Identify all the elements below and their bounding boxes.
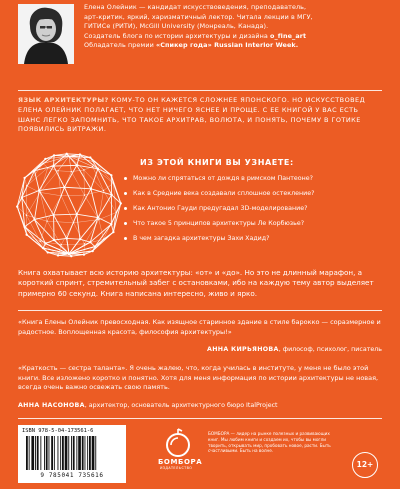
sphere-node: [39, 192, 40, 193]
barcode-digits: 9 785041 735616: [40, 472, 104, 479]
sphere-node: [61, 244, 62, 245]
sphere-node: [103, 239, 104, 240]
sphere-node: [113, 183, 114, 184]
sphere-node: [46, 220, 47, 221]
barcode-bar: [35, 436, 36, 470]
author-bio: [84, 3, 389, 51]
sphere-node: [73, 222, 74, 223]
sphere-node: [83, 253, 85, 255]
sphere-node: [44, 242, 46, 244]
sphere-node: [38, 189, 40, 191]
sphere-edge: [39, 166, 53, 190]
sphere-node: [79, 153, 81, 155]
learn-item: Что такое 5 принципов архитектуры Ле Корбюзье?: [124, 219, 386, 228]
barcode-bar: [89, 436, 91, 470]
barcode-bar: [92, 436, 95, 470]
bio-line-1: Елена Олейник — кандидат искусствоведения, преподаватель,: [84, 3, 307, 11]
sphere-node: [83, 169, 84, 170]
author-photo: [18, 4, 74, 64]
sphere-edge: [80, 239, 90, 242]
sphere-edge: [98, 169, 112, 195]
barcode-bar: [65, 436, 68, 470]
sphere-node: [103, 190, 104, 191]
sphere-node: [47, 251, 49, 253]
sphere-edge: [26, 215, 47, 221]
barcode-bar: [95, 436, 96, 470]
sphere-node: [110, 194, 112, 196]
sphere-edge: [77, 189, 91, 214]
sphere-edge: [43, 163, 48, 167]
learn-item: Как Антонио Гауди предугадал 3D-моделирование?: [124, 204, 386, 213]
sphere-node: [92, 166, 93, 167]
sphere-edge: [54, 238, 67, 240]
sphere-node: [57, 170, 58, 171]
sphere-edge: [48, 168, 58, 171]
barcode-bar: [71, 436, 72, 470]
sphere-node: [42, 163, 43, 164]
barcode-bar: [58, 436, 59, 470]
sphere-edge: [34, 215, 53, 220]
sphere-node: [52, 214, 54, 216]
sphere-edge: [25, 178, 27, 186]
sphere-edge: [40, 168, 48, 193]
sphere-edge: [61, 244, 84, 245]
sphere-edge: [54, 215, 55, 240]
barcode-box: [18, 425, 126, 483]
barcode-bar: [54, 436, 55, 470]
sphere-edge: [40, 192, 61, 195]
barcode-bar: [26, 436, 28, 470]
sphere-edge: [25, 220, 35, 227]
barcode-bar: [29, 436, 30, 470]
sphere-edge: [67, 238, 80, 239]
sphere-node: [44, 158, 46, 160]
sphere-node: [112, 231, 114, 233]
bio-line-4: Создатель блога по истории архитектуры и дизайна o_fine_art: [84, 31, 307, 40]
award-name: «Спикер года» Russian Interior Week.: [155, 41, 299, 50]
sphere-node: [110, 223, 112, 225]
sphere-node: [89, 241, 91, 243]
review-signature: АННА НАСОНОВА, архитектор, основатель архитектурного бюро ItalProject: [18, 402, 278, 409]
sphere-edge: [77, 214, 80, 239]
barcode-bar: [31, 436, 34, 470]
sphere-edge: [61, 196, 73, 223]
learn-title: ИЗ ЭТОЙ КНИГИ ВЫ УЗНАЕТЕ:: [140, 158, 294, 167]
sphere-edge: [58, 171, 61, 196]
sphere-node: [110, 174, 112, 176]
sphere-node: [47, 167, 48, 168]
publisher-description: БОМБОРА — лидер на рынке полезных и развивающих книг. Мы любим книги и создаем их, чтобы вы могли творить, открывать мир, пробовать новое, расти. Быть счастливыми. Быть на волне.: [208, 431, 331, 454]
sphere-node: [68, 253, 70, 255]
isbn-number: ISBN 978-5-04-173561-6: [22, 428, 94, 434]
sphere-node: [53, 239, 55, 241]
barcode-bar: [46, 436, 48, 470]
sphere-edge: [58, 171, 71, 172]
publisher-subtitle: ИЗДАТЕЛЬСТВО: [160, 466, 193, 470]
sphere-node: [84, 194, 85, 195]
sphere-edge: [64, 187, 76, 214]
sphere-edge: [54, 187, 65, 215]
book-summary: Книга охватывает всю историю архитектуры: «от» и «до». Но это не длинный марафон, а короткий спринт, стремительный забег с остановками, ибо на каждую тему автор выделяет примерно 60 секунд. Книга написана интересно, живо и ярко.: [18, 268, 374, 298]
sphere-node: [39, 241, 40, 242]
reviewer-name: АННА КИРЬЯНОВА: [207, 346, 279, 353]
sphere-node: [76, 213, 78, 215]
sphere-edge: [64, 165, 76, 187]
bio-line-2: арт-критик, яркий, харизматичный лектор. Читала лекции в МГУ,: [84, 12, 313, 21]
barcode-bar: [76, 436, 77, 470]
sphere-node: [115, 212, 116, 213]
sphere-node: [57, 254, 59, 256]
review-signature: АННА КИРЬЯНОВА, философ, психолог, писатель: [207, 346, 382, 353]
barcode-bar: [73, 436, 75, 470]
sphere-node: [23, 177, 25, 179]
sphere-node: [68, 155, 69, 156]
review-quote: «Краткость — сестра таланта». Я очень жалею, что, когда училась в институте, у меня не было этой книги. Все изложено коротко и понятно. Хотя для меня информация по истории архитектуры не новая, всегда очень важно освежать свою память.: [18, 364, 379, 392]
bullet-icon: [124, 207, 127, 210]
sphere-edge: [43, 156, 69, 163]
sphere-node: [79, 238, 81, 240]
sphere-node: [71, 171, 72, 172]
sphere-node: [98, 219, 99, 220]
sphere-node: [63, 186, 65, 188]
sphere-edge: [67, 154, 80, 155]
sphere-node: [16, 205, 18, 207]
barcode-bar: [62, 436, 64, 470]
bullet-icon: [124, 237, 127, 240]
sphere-node: [26, 185, 27, 186]
sphere-node: [91, 250, 93, 252]
divider: [18, 90, 382, 91]
author-name: Елена Олейник: [84, 3, 137, 11]
intro-lead: ЯЗЫК АРХИТЕКТУРЫ?: [18, 96, 109, 104]
sphere-node: [42, 247, 44, 249]
sphere-edge: [54, 214, 77, 215]
sphere-node: [120, 202, 122, 204]
sphere-node: [66, 153, 68, 155]
sphere-edge: [77, 214, 98, 217]
barcode-bar: [37, 436, 39, 470]
sphere-edge: [34, 171, 39, 191]
sphere-edge: [54, 155, 55, 166]
bombora-logo-icon: [160, 428, 196, 458]
sphere-node: [26, 215, 27, 216]
sphere-edge: [34, 190, 39, 219]
sphere-edge: [64, 187, 91, 189]
sphere-edge: [61, 195, 84, 196]
barcode-bar: [85, 436, 86, 470]
sphere-node: [25, 234, 27, 236]
sphere-node: [33, 218, 35, 220]
sphere-node: [21, 196, 23, 198]
sphere-node: [52, 165, 54, 167]
barcode-bar: [82, 436, 84, 470]
sphere-node: [66, 237, 68, 239]
sphere-edge: [69, 156, 84, 170]
sphere-node: [33, 169, 35, 171]
sphere-node: [23, 226, 25, 228]
barcode-bar: [44, 436, 45, 470]
bullet-icon: [124, 222, 127, 225]
barcode-bar: [68, 436, 69, 470]
sphere-node: [97, 168, 99, 170]
sphere-node: [76, 164, 78, 166]
barcode: [24, 436, 120, 470]
barcode-bar: [78, 436, 81, 470]
blog-handle: o_fine_art: [270, 31, 307, 40]
sphere-edge: [98, 195, 112, 218]
barcode-bar: [40, 436, 41, 470]
bio-line-3: ГИТИСе (РИТИ), McGill University (Монреаль, Канада).: [84, 22, 269, 31]
learn-item: В чем загадка архитектуры Захи Хадид?: [124, 234, 386, 243]
sphere-node: [61, 195, 62, 196]
intro-text: КОМУ-ТО ОН КАЖЕТСЯ СЛОЖНЕЕ ЯПОНСКОГО. НО ИСКУССТВОВЕД ЕЛЕНА ОЛЕЙНИК ПОЛАГАЕТ, ЧТО НЕТ НИЧЕГО ЯСНЕЕ И ПРОЩЕ. С ЕЕ КНИГОЙ У ВАС ЕСТЬ ШАНС ЛЕГКО ЗАПОМНИТЬ, ЧТО ТАКОЕ АРХИТРАВ, ВОЛЮТА, И ПОНЯТЬ, ПОЧЕМУ В ГОТИКЕ ПОЯВИЛИСЬ ВИТРАЖИ.: [18, 96, 366, 134]
sphere-node: [94, 245, 96, 247]
barcode-bar: [87, 436, 88, 470]
sphere-node: [97, 216, 99, 218]
age-rating-badge: 12+: [352, 452, 378, 478]
bio-line-5: Обладатель премии «Спикер года» Russian Interior Week.: [84, 41, 299, 50]
learn-list: [124, 174, 386, 249]
sphere-node: [94, 161, 95, 162]
sphere-node: [89, 156, 91, 158]
geodesic-sphere-illustration: [14, 150, 124, 260]
sphere-node: [84, 243, 85, 244]
barcode-bar: [51, 436, 53, 470]
sphere-node: [53, 154, 55, 156]
barcode-bar: [60, 436, 61, 470]
sphere-node: [90, 188, 92, 190]
intro-paragraph: [18, 96, 382, 135]
sphere-edge: [58, 254, 69, 256]
review-quote: «Книга Елены Олейник превосходная. Как изящное старинное здание в стиле барокко — соразмерное и радостное. Воплощенная красота, философия архитектуры!»: [18, 318, 381, 336]
publisher-name: БОМБОРА: [158, 458, 203, 466]
sphere-edge: [47, 221, 74, 223]
sphere-edge: [58, 156, 69, 171]
sphere-node: [70, 255, 72, 257]
bullet-icon: [124, 177, 127, 180]
sphere-edge: [91, 189, 98, 218]
divider: [18, 418, 382, 419]
barcode-bar: [49, 436, 50, 470]
learn-item: Как в Средние века создавали сплошное остекление?: [124, 189, 386, 198]
learn-item: Можно ли спрятаться от дождя в римском Пантеоне?: [124, 174, 386, 183]
bullet-icon: [124, 192, 127, 195]
divider: [18, 310, 382, 311]
reviewer-name: АННА НАСОНОВА: [18, 402, 85, 409]
sphere-edge: [84, 170, 85, 195]
sphere-edge: [91, 169, 98, 189]
sphere-edge: [54, 165, 77, 166]
sphere-edge: [111, 224, 113, 232]
